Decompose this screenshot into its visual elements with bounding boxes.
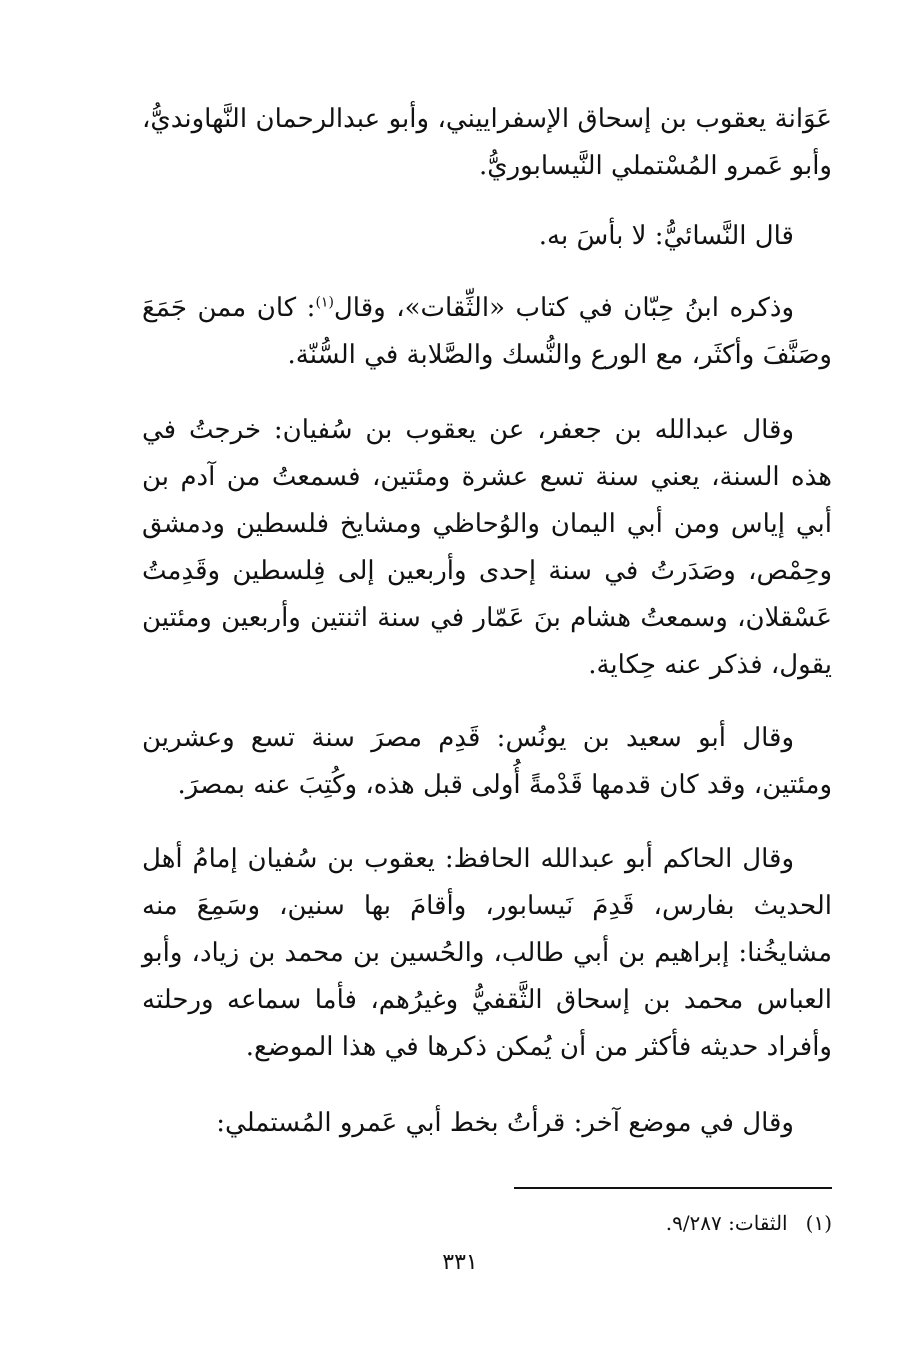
paragraph-al-hakim — [142, 836, 832, 1071]
footnote-divider — [514, 1187, 832, 1189]
paragraph-text-continued: : كان ممن جَمَعَ وصَنَّفَ وأكثَر، مع الورع والنُّسك والصَّلابة في السُّنّة. — [142, 293, 832, 370]
paragraph-ibn-yunus — [142, 715, 832, 809]
paragraph-text: وقال في موضع آخر: قرأتُ بخط أبي عَمرو المُستملي: — [216, 1108, 794, 1138]
paragraph-ibn-hibban — [142, 285, 832, 379]
paragraph-text: قال النَّسائيُّ: لا بأسَ به. — [538, 221, 794, 251]
paragraph-abdullah-ibn-jafar — [142, 407, 832, 689]
paragraph-text: وقال الحاكم أبو عبدالله الحافظ: يعقوب بن سُفيان إمامُ أهل الحديث بفارس، قَدِمَ نَيسابور، وأقامَ بها سنين، وسَمِعَ منه مشايخُنا: إبراهيم بن أبي طالب، والحُسين بن محمد بن زياد، وأبو العباس محمد بن إسحاق الثَّقفيُّ وغيرُهم، فأما سماعه ورحلته وأفراد حديثه فأكثر من أن يُمكن ذكرها في هذا الموضع. — [142, 844, 832, 1062]
paragraph-nasai — [142, 213, 832, 260]
paragraph-text: وذكره ابنُ حِبّان في كتاب «الثِّقات»، وقال — [333, 293, 794, 323]
paragraph-another-place — [142, 1100, 832, 1147]
paragraph-text: وقال أبو سعيد بن يونُس: قَدِم مصرَ سنة تسع وعشرين ومئتين، وقد كان قدمها قَدْمةً أُولى قبل هذه، وكُتِبَ عنه بمصرَ. — [142, 723, 832, 800]
paragraph-text: وقال عبدالله بن جعفر، عن يعقوب بن سُفيان: خرجتُ في هذه السنة، يعني سنة تسع عشرة ومئتين، فسمعتُ من آدم بن أبي إياس ومن أبي اليمان والوُحاظي ومشايخ فلسطين ودمشق وحِمْص، وصَدَرتُ في سنة إحدى وأربعين إلى فِلسطين وقَدِمتُ عَسْقلان، وسمعتُ هشام بنَ عَمّار في سنة اثنتين وأربعين ومئتين يقول، فذكر عنه حِكاية. — [142, 415, 832, 680]
footnote — [300, 1208, 832, 1238]
footnote-number: (١) — [805, 1211, 832, 1235]
footnote-text: الثقات: ٩/٢٨٧. — [665, 1211, 788, 1235]
page-number: ٣٣١ — [442, 1250, 478, 1275]
footnote-reference[interactable]: (١) — [315, 294, 334, 311]
paragraph-text: عَوَانة يعقوب بن إسحاق الإسفراييني، وأبو عبدالرحمان النَّهاونديُّ، وأبو عَمرو المُسْتملي النَّيسابوريُّ. — [142, 104, 832, 181]
paragraph-continuation — [142, 96, 832, 190]
